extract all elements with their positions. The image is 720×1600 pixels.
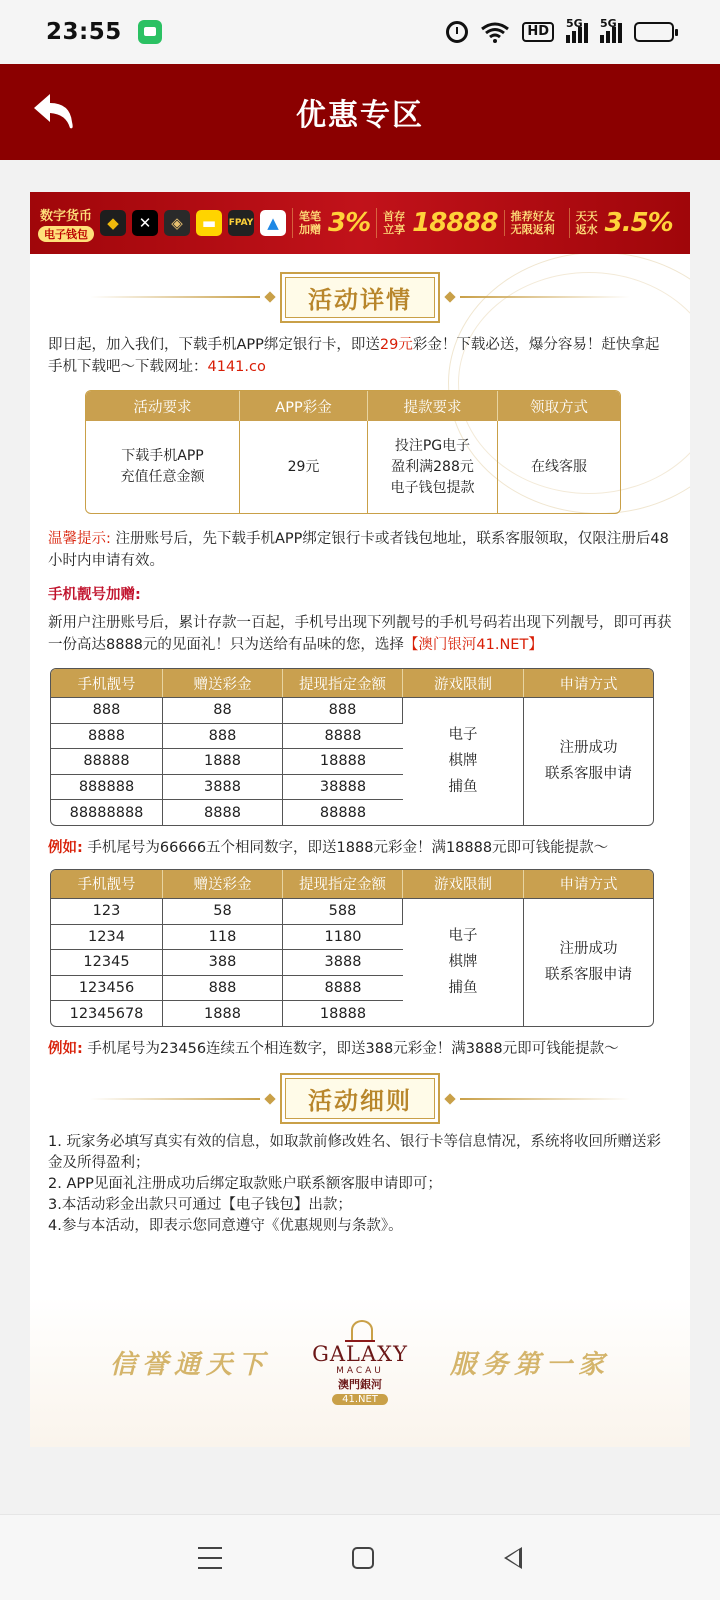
back-icon[interactable] (504, 1547, 522, 1569)
table-header: APP彩金 (240, 391, 368, 421)
table-cell: 1888 (163, 748, 283, 774)
game-limit-cell: 电子 棋牌 捕鱼 (403, 697, 524, 825)
table-cell: 888888 (51, 774, 163, 800)
table-cell: 123456 (51, 975, 163, 1001)
example-label: 例如: (48, 839, 83, 856)
divider-right (460, 1098, 630, 1100)
lucky-number-text: 新用户注册账号后，累计存款一百起，手机号出现下列靓号的手机号码若出现下列靓号，即可再获一份高达8888元的见面礼！只为送给有品味的您，选择 (48, 615, 672, 653)
table-cell: 118 (163, 924, 283, 950)
promo4-value: 3.5% (604, 208, 673, 238)
table-cell: 8888 (283, 975, 403, 1001)
table-cell: 1180 (283, 924, 403, 950)
table-cell-method: 在线客服 (531, 458, 587, 475)
example-1 (30, 836, 690, 857)
table-cell: 88888 (51, 748, 163, 774)
logo-net: 41.NET (332, 1394, 388, 1405)
diamond-icon (444, 1093, 455, 1104)
table-cell-bonus: 29元 (240, 421, 368, 513)
notice-paragraph (30, 528, 690, 572)
notice-text: 注册账号后，先下载手机APP绑定银行卡或者钱包地址，联系客服领取，仅限注册后48小时内申请有效。 (48, 531, 669, 569)
table-header: 游戏限制 (403, 669, 524, 697)
intro-text: 即日起，加入我们，下载手机APP绑定银行卡，即送 (48, 337, 380, 353)
section-header-rules (30, 1076, 690, 1122)
promo1-label: 笔笔加赠 (299, 210, 321, 236)
signal-icon (566, 17, 588, 43)
promo-banner[interactable] (30, 192, 690, 254)
table-header: 领取方式 (498, 391, 620, 421)
apply-method-cell: 注册成功 联系客服申请 (524, 697, 653, 825)
table-cell: 58 (163, 898, 283, 924)
game-limit-cell: 电子 棋牌 捕鱼 (403, 898, 524, 1026)
table-cell: 888 (163, 975, 283, 1001)
activity-table (85, 390, 621, 514)
intro-amount: 29元 (379, 337, 413, 353)
rule-item: 1. 玩家务必填写真实有效的信息，如取款前修改姓名、银行卡等信息情况，系统将收回所赠送彩金及所得盈利； (48, 1133, 661, 1171)
intro-paragraph (30, 334, 690, 378)
table-cell: 88 (163, 697, 283, 723)
table-cell: 3888 (283, 949, 403, 975)
table-cell-withdraw: 投注PG电子 盈利满288元 电子钱包提款 (368, 421, 498, 513)
menu-icon[interactable] (198, 1547, 222, 1569)
example-text: 手机尾号为66666五个相同数字，即送1888元彩金！满18888元即可钱能提款～ (82, 839, 609, 856)
slogan-left: 信誉通天下 (110, 1349, 271, 1380)
slogan-right: 服务第一家 (449, 1349, 610, 1380)
banner-promo-3 (504, 210, 563, 236)
table-cell: 123 (51, 898, 163, 924)
table-cell: 18888 (283, 748, 403, 774)
table-header: 提现指定金额 (283, 870, 403, 898)
table-header: 提现指定金额 (283, 669, 403, 697)
signal-icon-2 (600, 17, 622, 43)
banner-promo-4 (569, 208, 673, 238)
page-title: 优惠专区 (296, 98, 424, 133)
table-cell-requirement: 下载手机APP 充值任意金额 (86, 421, 240, 513)
notice-label: 温馨提示: (48, 531, 111, 547)
banner-tag-line1: 数字货币 (39, 208, 92, 224)
table-row (51, 697, 653, 723)
signal-label-2: 5G (600, 17, 617, 30)
promo-card (30, 192, 690, 1447)
binance-icon: ◆ (100, 210, 126, 236)
app-header (0, 64, 720, 160)
table-cell: 1234 (51, 924, 163, 950)
table-header: 提款要求 (368, 391, 498, 421)
diamond-icon (264, 1093, 275, 1104)
promo3-label: 推荐好友无限返利 (510, 210, 555, 236)
lucky-number-paragraph (30, 612, 690, 656)
logo-main: GALAXY (312, 1341, 408, 1366)
table-cell: 588 (283, 898, 403, 924)
logo-cn: 澳門銀河 (338, 1377, 382, 1391)
divider-left (90, 296, 260, 298)
battery-icon (634, 22, 674, 42)
table-header: 申请方式 (524, 870, 653, 898)
section-header-details (30, 274, 690, 320)
example-label: 例如: (48, 1040, 83, 1057)
table-cell: 888 (51, 697, 163, 723)
rules-list (30, 1132, 690, 1237)
crown-icon (345, 1320, 375, 1342)
table-cell: 8888 (283, 723, 403, 749)
rule-item: 4.参与本活动，即表示您同意遵守《优惠规则与条款》。 (48, 1217, 403, 1234)
promo1-value: 3% (328, 208, 371, 238)
download-link[interactable]: 4141.co (207, 359, 266, 375)
lucky-number-heading: 手机靓号加赠: (48, 587, 141, 603)
alarm-icon (446, 21, 468, 43)
table-cell: 38888 (283, 774, 403, 800)
table-header: 活动要求 (86, 391, 240, 421)
table-row (51, 898, 653, 924)
table-cell: 88888 (283, 799, 403, 825)
table-header: 游戏限制 (403, 870, 524, 898)
signal-label: 5G (566, 17, 583, 30)
promo2-value: 18888 (412, 208, 498, 238)
banner-promo-2 (376, 208, 497, 238)
table-header: 手机靓号 (51, 870, 163, 898)
promo2-label: 首存立享 (383, 210, 406, 236)
back-arrow-icon[interactable] (30, 92, 78, 132)
table-header: 手机靓号 (51, 669, 163, 697)
logo-sub: MACAU (336, 1365, 384, 1376)
table-cell: 8888 (163, 799, 283, 825)
system-nav-bar (0, 1514, 720, 1600)
table-header: 申请方式 (524, 669, 653, 697)
app-icon: ▲ (260, 210, 286, 236)
table-cell: 12345 (51, 949, 163, 975)
rule-item: 2. APP见面礼注册成功后绑定取款账户联系额客服申请即可； (48, 1175, 442, 1192)
table-cell: 88888888 (51, 799, 163, 825)
banner-tag (38, 205, 94, 242)
galaxy-logo (312, 1320, 408, 1405)
wifi-icon (480, 21, 510, 43)
table-header: 赠送彩金 (163, 669, 283, 697)
home-icon[interactable] (352, 1547, 374, 1569)
table-cell: 18888 (283, 1000, 403, 1026)
table-header: 赠送彩金 (163, 870, 283, 898)
table-cell: 12345678 (51, 1000, 163, 1026)
divider-left (90, 1098, 260, 1100)
table-cell: 3888 (163, 774, 283, 800)
section-title-rules: 活动细则 (285, 1078, 435, 1119)
brand-text: 【澳门银河41.NET】 (403, 637, 543, 653)
table-cell: 1888 (163, 1000, 283, 1026)
divider-right (460, 296, 630, 298)
diamond-icon (264, 291, 275, 302)
banner-promo-1 (292, 208, 370, 238)
hd-voice-icon: HD (522, 22, 554, 42)
example-text: 手机尾号为23456连续五个相连数字，即送388元彩金！满3888元即可钱能提款～ (82, 1040, 619, 1057)
example-2 (30, 1037, 690, 1058)
rule-item: 3.本活动彩金出款只可通过【电子钱包】出款； (48, 1196, 352, 1213)
lucky-number-table (50, 668, 654, 826)
status-time: 23:55 (46, 19, 122, 45)
fpay-icon: FPAY (228, 210, 254, 236)
bitget-icon: ◈ (164, 210, 190, 236)
promo4-label: 天天返水 (575, 210, 598, 236)
okx-icon: ✕ (132, 210, 158, 236)
diamond-icon (444, 291, 455, 302)
status-bar (0, 0, 720, 64)
apply-method-cell: 注册成功 联系客服申请 (524, 898, 653, 1026)
sequence-number-table (50, 869, 654, 1027)
table-cell: 888 (163, 723, 283, 749)
section-title-details: 活动详情 (285, 277, 435, 318)
table-cell: 888 (283, 697, 403, 723)
message-app-icon (138, 20, 162, 44)
intro-text-2: 彩金！下载必送，爆分容易！赶快拿起手机下载吧～下载网址： (48, 337, 660, 375)
table-cell: 8888 (51, 723, 163, 749)
table-cell: 388 (163, 949, 283, 975)
wallet-icon: ▬ (196, 210, 222, 236)
banner-tag-line2: 电子钱包 (38, 226, 94, 242)
brand-footer (30, 1297, 690, 1447)
